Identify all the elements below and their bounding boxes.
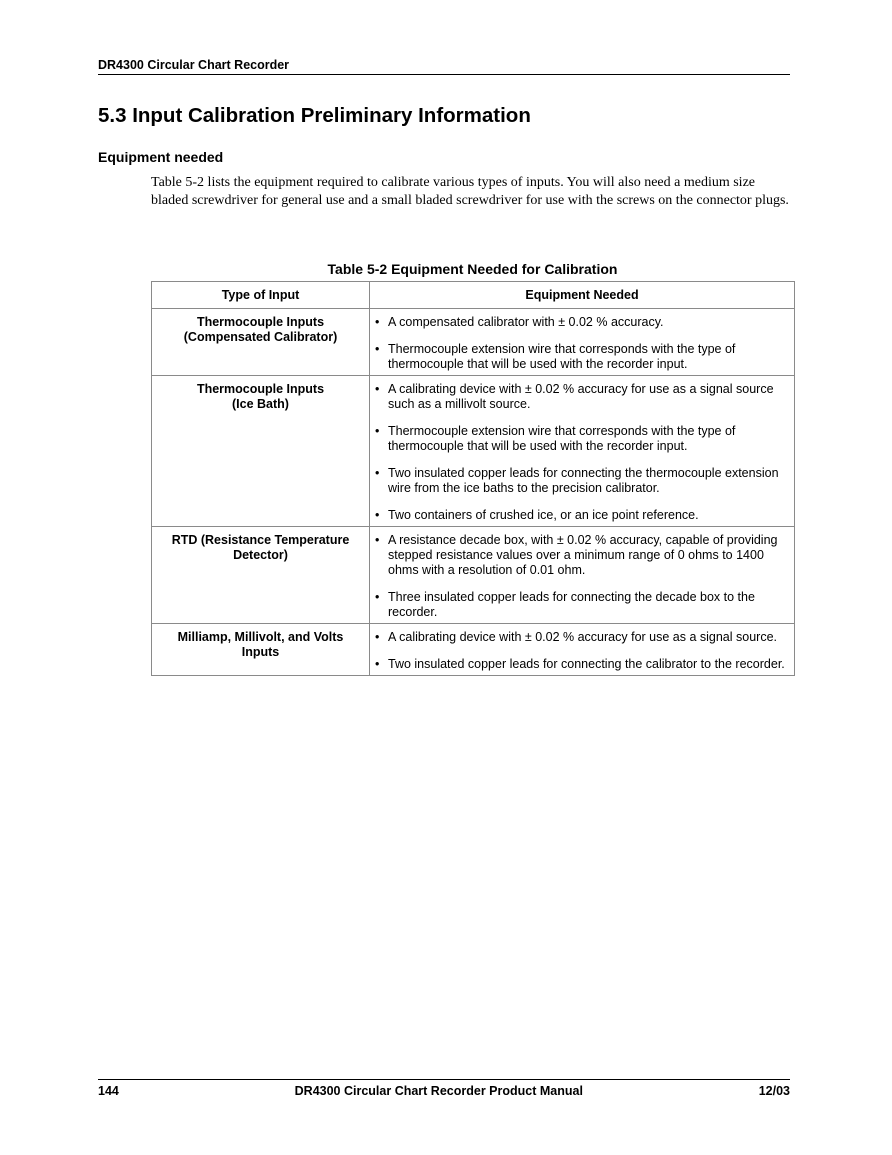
- table-row: [152, 309, 795, 376]
- bullet-icon: •: [375, 315, 380, 329]
- equipment-item: [374, 508, 792, 523]
- footer-manual-title: DR4300 Circular Chart Recorder Product Manual: [294, 1084, 583, 1098]
- equipment-item-text: Two containers of crushed ice, or an ice point reference.: [388, 508, 699, 522]
- bullet-icon: •: [375, 657, 380, 671]
- equipment-item-text: Thermocouple extension wire that corresponds with the type of thermocouple that will be used with the recorder input.: [388, 424, 736, 453]
- equipment-item-text: A calibrating device with ± 0.02 % accuracy for use as a signal source such as a millivolt source.: [388, 382, 774, 411]
- equipment-item: [374, 424, 792, 454]
- input-type-line: (Ice Bath): [232, 397, 289, 411]
- equipment-item-text: Two insulated copper leads for connecting the calibrator to the recorder.: [388, 657, 785, 671]
- running-header-title: DR4300 Circular Chart Recorder: [98, 58, 290, 72]
- bullet-icon: •: [375, 382, 380, 396]
- equipment-item: [374, 533, 792, 578]
- equipment-item-text: A calibrating device with ± 0.02 % accuracy for use as a signal source.: [388, 630, 778, 644]
- table-row: [152, 527, 795, 624]
- bullet-icon: •: [375, 466, 380, 480]
- input-type-line: Thermocouple Inputs: [196, 382, 325, 396]
- input-type-line: RTD (Resistance Temperature: [171, 533, 350, 547]
- bullet-icon: •: [375, 508, 380, 522]
- equipment-cell: [370, 309, 795, 376]
- column-header-type: Type of Input: [152, 282, 370, 309]
- subheading-equipment-needed: Equipment needed: [98, 149, 224, 165]
- equipment-item: [374, 657, 792, 672]
- equipment-list: [374, 315, 792, 372]
- equipment-cell: [370, 376, 795, 527]
- table-row: [152, 376, 795, 527]
- table-row: [152, 624, 795, 676]
- input-type-line: Detector): [233, 548, 288, 562]
- input-type-line: Inputs: [241, 645, 280, 659]
- equipment-item: [374, 630, 792, 645]
- input-type-line: Milliamp, Millivolt, and Volts: [177, 630, 344, 644]
- equipment-item-text: Three insulated copper leads for connecting the decade box to the recorder.: [388, 590, 755, 619]
- table-caption: Table 5-2 Equipment Needed for Calibration: [327, 261, 618, 277]
- input-type-line: (Compensated Calibrator): [183, 330, 338, 344]
- equipment-item: [374, 315, 792, 330]
- equipment-list: [374, 630, 792, 672]
- intro-paragraph: Table 5-2 lists the equipment required to calibrate various types of inputs. You will also need a medium size bladed screwdriver for general use and a small bladed screwdriver for use with the screws on the connector plugs.: [151, 175, 789, 208]
- equipment-cell: [370, 624, 795, 676]
- bullet-icon: •: [375, 630, 380, 644]
- bullet-icon: •: [375, 342, 380, 356]
- table-body: [152, 309, 795, 676]
- equipment-table: [151, 281, 795, 676]
- page-footer: [98, 1079, 790, 1098]
- table-header-row: [152, 282, 795, 309]
- bullet-icon: •: [375, 533, 380, 547]
- page-number: 144: [98, 1084, 119, 1098]
- equipment-item: [374, 590, 792, 620]
- equipment-cell: [370, 527, 795, 624]
- input-type-cell: [152, 309, 370, 376]
- running-header: [98, 58, 790, 75]
- input-type-cell: [152, 376, 370, 527]
- equipment-item: [374, 342, 792, 372]
- equipment-item-text: Thermocouple extension wire that corresponds with the type of thermocouple that will be used with the recorder input.: [388, 342, 736, 371]
- input-type-cell: [152, 527, 370, 624]
- equipment-list: [374, 382, 792, 523]
- input-type-cell: [152, 624, 370, 676]
- input-type-line: Thermocouple Inputs: [196, 315, 325, 329]
- bullet-icon: •: [375, 424, 380, 438]
- bullet-icon: •: [375, 590, 380, 604]
- equipment-item-text: A resistance decade box, with ± 0.02 % accuracy, capable of providing stepped resistance values over a minimum range of 0 ohms to 1400 ohms with a resolution of 0.01 ohm.: [388, 533, 778, 577]
- section-title: 5.3 Input Calibration Preliminary Information: [98, 104, 531, 127]
- equipment-item: [374, 382, 792, 412]
- column-header-equipment: Equipment Needed: [370, 282, 795, 309]
- equipment-list: [374, 533, 792, 620]
- equipment-item: [374, 466, 792, 496]
- footer-date: 12/03: [758, 1084, 790, 1098]
- equipment-item-text: A compensated calibrator with ± 0.02 % accuracy.: [388, 315, 664, 329]
- equipment-item-text: Two insulated copper leads for connecting the thermocouple extension wire from the ice baths to the precision calibrator.: [388, 466, 779, 495]
